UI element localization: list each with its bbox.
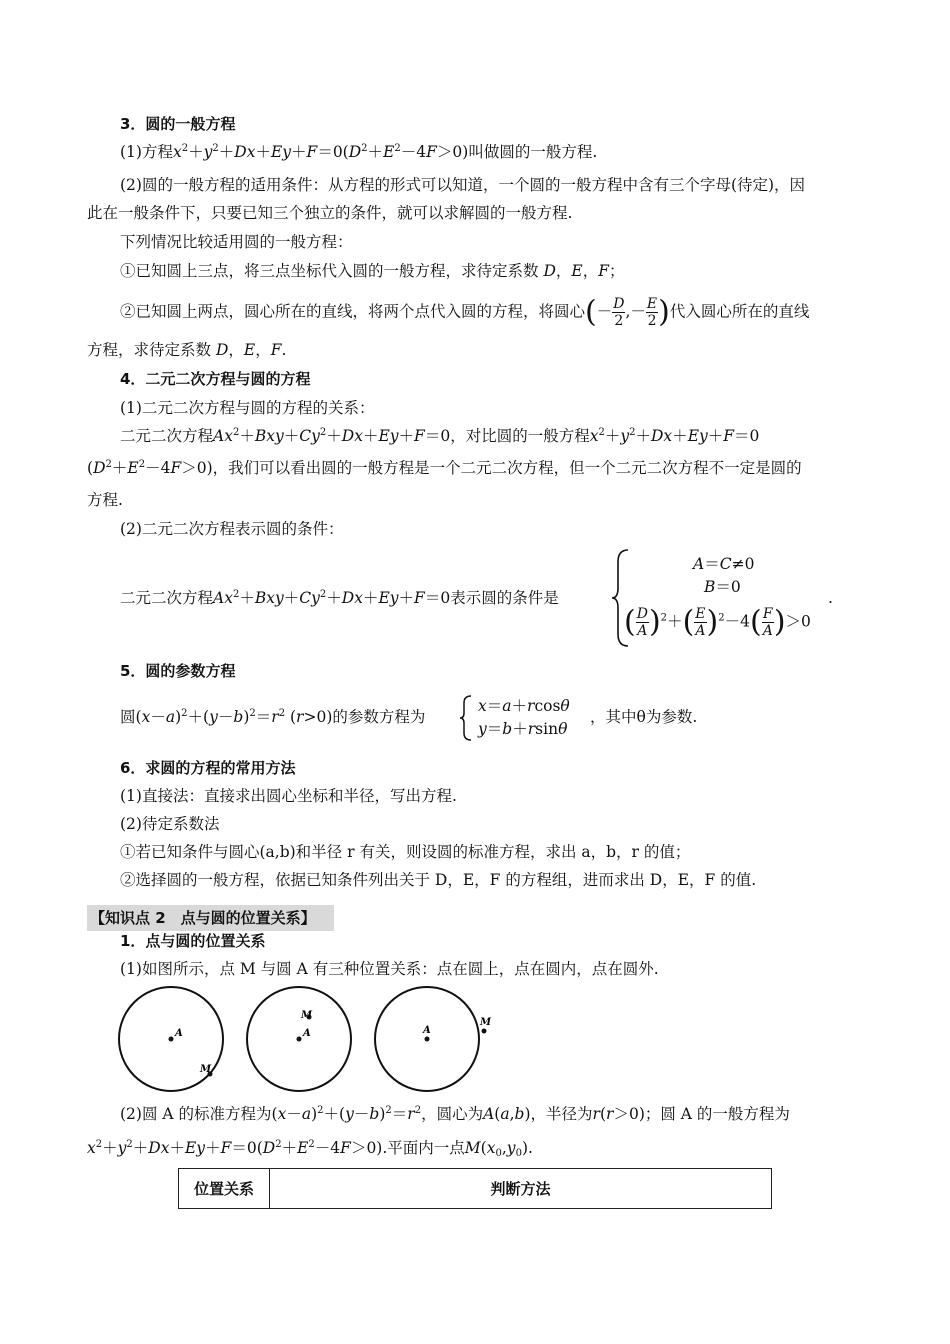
point-label-m1: M (200, 1064, 212, 1075)
circle-point-inside (247, 987, 351, 1091)
section3-p1: (1)方程$x^2+y^2+Dx+Ey+F=0(D^2+E^2-4F>0)$叫做圆的一般方程. (120, 143, 598, 161)
center-label-a1: A (175, 1028, 183, 1039)
point-circle-p1: (1)如图所示，点 M 与圆 A 有三种位置关系：点在圆上，点在圆内，点在圆外. (120, 960, 659, 978)
section6-p3: ①若已知条件与圆心(a,b)和半径 r 有关，则设圆的标准方程，求出 a，b，r 的值； (120, 843, 691, 861)
param-brace (458, 694, 474, 742)
section5-title: 5．圆的参数方程 (120, 662, 236, 680)
param-eq-x: x＝a＋rcosθ (478, 697, 570, 715)
center-label-a2: A (303, 1028, 311, 1039)
section4-title: 4．二元二次方程与圆的方程 (120, 370, 311, 388)
position-table (178, 1168, 772, 1209)
condition-3: ( $\frac{D}{A}$ )$^2$＋( $\frac{E}{A}$ )$^2$－4( $\frac{F}{A}$ )＞0 (624, 604, 811, 640)
section3-item2: ②已知圆上两点，圆心所在的直线，将两个点代入圆的方程，将圆心(－ $\frac{D}{2}$ ,－ $\frac{E}{2}$ )代入圆心所在的直线 (120, 294, 810, 330)
section3-p2-line2: 此在一般条件下，只要已知三个独立的条件，就可以求解圆的一般方程. (87, 204, 573, 222)
point-circle-p3: $x^2+y^2+Dx+Ey+F=0(D^2+E^2-4F>0)$.平面内一点$M(x_0,y_0)$. (87, 1139, 533, 1159)
knowledge-point-title: 【知识点 2 点与圆的位置关系】 (90, 909, 316, 927)
condition-2: B＝0 (704, 578, 741, 596)
section3-title: 3．圆的一般方程 (120, 115, 236, 133)
section5-p1-left: 圆$(x-a)^2+(y-b)^2=r^2$ (r>0)的参数方程为 (120, 708, 426, 726)
section6-p4: ②选择圆的一般方程，依据已知条件列出关于 D，E，F 的方程组，进而求出 D，E，F 的值. (120, 871, 757, 889)
center-label-a3: A (423, 1025, 431, 1036)
section6-title: 6．求圆的方程的常用方法 (120, 759, 296, 777)
section5-p1-suffix: ，其中θ为参数. (590, 708, 698, 726)
point-circle-figure (112, 985, 502, 1097)
section3-p3: 下列情况比较适用圆的一般方程： (120, 233, 353, 251)
section6-p1: (1)直接法：直接求出圆心坐标和半径，写出方程. (120, 787, 457, 805)
section6-p2: (2)待定系数法 (120, 815, 220, 833)
circle-point-outside (375, 987, 492, 1091)
point-label-m2: M (301, 1010, 313, 1021)
circle-point-on (119, 987, 223, 1091)
section3-item2-line2: 方程，求待定系数 D，E，F. (87, 341, 287, 359)
condition-period: . (828, 589, 833, 607)
section4-p3: $(D^2+E^2-4F>0)$，我们可以看出圆的一般方程是一个二元二次方程，但一个二元二次方程不一定是圆的 (87, 459, 802, 477)
section4-p2: 二元二次方程$Ax^2+Bxy+Cy^2+Dx+Ey+F=0$，对比圆的一般方程$x^2+y^2+Dx+Ey+F=0$ (120, 427, 760, 445)
section4-p5: (2)二元二次方程表示圆的条件： (120, 520, 344, 538)
section3-item1: ①已知圆上三点，将三点坐标代入圆的一般方程，求待定系数 D，E，F； (120, 262, 625, 280)
table-header-relation: 位置关系 (179, 1169, 270, 1209)
param-eq-y: y＝b＋rsinθ (478, 720, 568, 738)
section3-p2-line1: (2)圆的一般方程的适用条件：从方程的形式可以知道，一个圆的一般方程中含有三个字母(待定)，因 (120, 176, 806, 194)
table-header-row (179, 1169, 772, 1209)
section4-p1: (1)二元二次方程与圆的方程的关系： (120, 399, 375, 417)
point-label-m3: M (480, 1017, 492, 1028)
point-circle-p2: (2)圆 A 的标准方程为$(x-a)^2+(y-b)^2=r^2$，圆心为A(a,b)，半径为r(r＞0)；圆 A 的一般方程为 (120, 1105, 790, 1123)
section4-p4: 方程. (87, 491, 123, 509)
table-header-method: 判断方法 (270, 1169, 772, 1209)
point-circle-title: 1．点与圆的位置关系 (120, 932, 266, 950)
section4-p6: 二元二次方程$Ax^2+Bxy+Cy^2+Dx+Ey+F=0$表示圆的条件是 (120, 589, 559, 607)
condition-1: A＝C≠0 (693, 555, 755, 573)
